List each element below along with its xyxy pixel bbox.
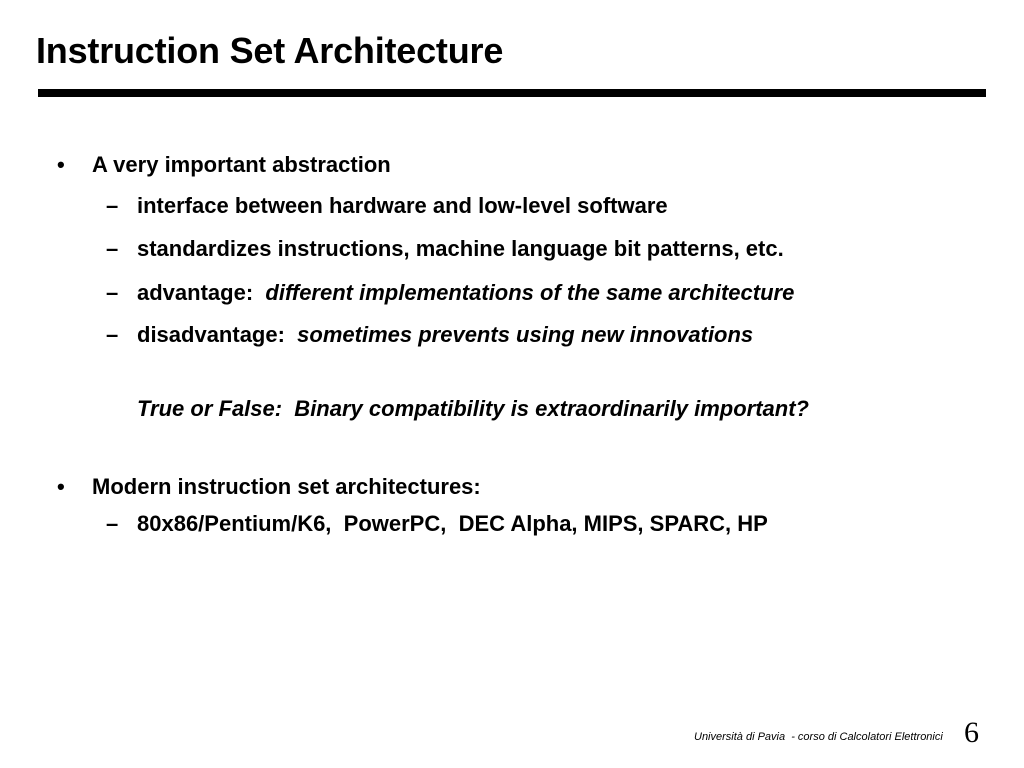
bullet-marker: •: [57, 152, 65, 177]
section1-heading: A very important abstraction: [92, 152, 391, 177]
dash-marker: –: [106, 236, 119, 261]
title-divider: [38, 89, 986, 97]
sub-item-interface: interface between hardware and low-level software: [137, 193, 668, 218]
dash-marker: –: [106, 511, 119, 536]
dash-marker: –: [106, 322, 119, 347]
disadvantage-label: disadvantage:: [137, 322, 285, 347]
advantage-label: advantage:: [137, 280, 254, 305]
sub-item-disadvantage: [137, 322, 753, 348]
dash-marker: –: [106, 280, 119, 305]
dash-marker: –: [106, 193, 119, 218]
advantage-emphasis: different implementations of the same architecture: [265, 280, 795, 305]
slide-title: Instruction Set Architecture: [36, 30, 504, 71]
page-number: 6: [964, 716, 979, 749]
disadvantage-emphasis: sometimes prevents using new innovations: [297, 322, 754, 347]
footer-text: Università di Pavia - corso di Calcolatori Elettronici: [694, 731, 943, 743]
bullet-marker: •: [57, 474, 65, 499]
sub-item-standardizes: standardizes instructions, machine language bit patterns, etc.: [137, 236, 784, 261]
question-text: True or False: Binary compatibility is extraordinarily important?: [137, 396, 809, 421]
section2-heading: Modern instruction set architectures:: [92, 474, 481, 499]
sub-item-architectures: 80x86/Pentium/K6, PowerPC, DEC Alpha, MIPS, SPARC, HP: [137, 511, 768, 536]
sub-item-advantage: [137, 280, 794, 306]
